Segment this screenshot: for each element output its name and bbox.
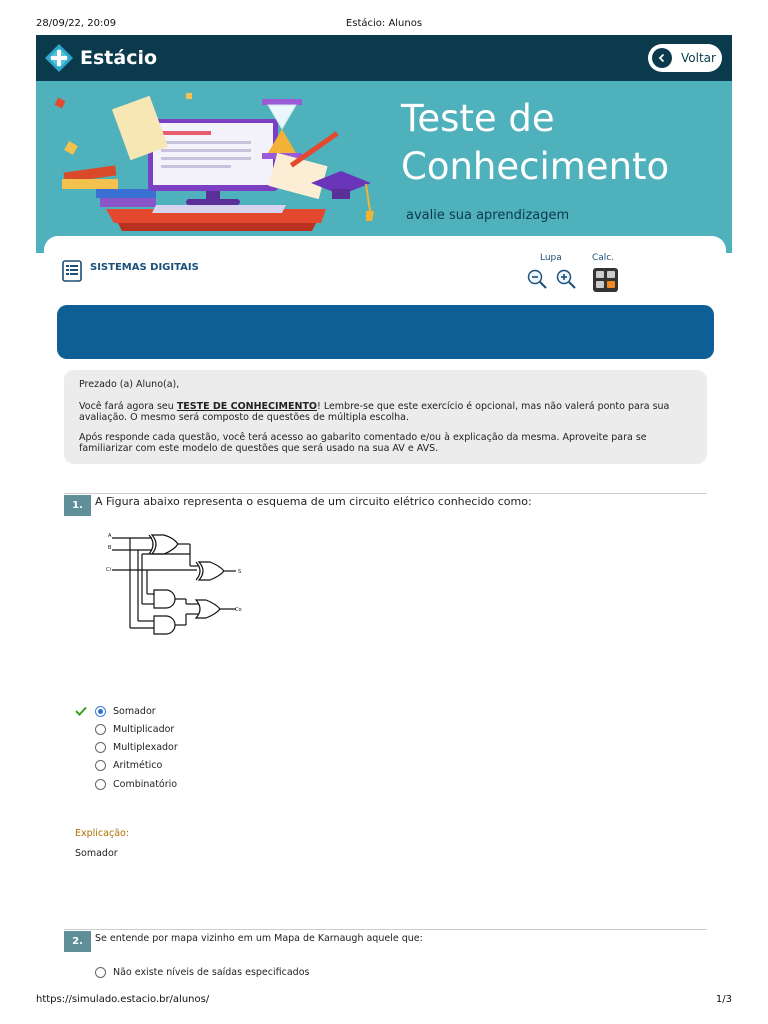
radio-button[interactable] <box>95 967 106 978</box>
question-number: 2. <box>64 931 91 952</box>
back-button[interactable] <box>648 44 722 72</box>
option-label: Combinatório <box>113 779 178 790</box>
radio-button[interactable] <box>95 779 106 790</box>
estacio-logo[interactable] <box>44 43 157 73</box>
answer-option[interactable] <box>95 706 156 717</box>
input-ci-label: Ci <box>106 567 111 573</box>
zoom-label: Lupa <box>540 253 562 263</box>
print-page-number: 1/3 <box>715 994 732 1005</box>
output-co-label: Co <box>235 607 242 613</box>
zoom-in-icon[interactable] <box>556 269 576 289</box>
document-list-icon <box>62 260 82 282</box>
print-datetime: 28/09/22, 20:09 <box>36 18 117 29</box>
radio-button[interactable] <box>95 760 106 771</box>
banner-subtitle: avalie sua aprendizagem <box>406 208 570 223</box>
print-page-title: Estácio: Alunos <box>345 18 423 29</box>
banner-title <box>401 95 669 191</box>
notice-paragraph-2: Após responde cada questão, você terá acesso ao gabarito comentado e/ou à explicação da mesma. Aproveite para se familiarizar com este modelo de questões que será usado na sua AV e AVS. <box>79 432 647 454</box>
answer-option[interactable] <box>95 779 177 790</box>
answer-option[interactable] <box>95 742 178 753</box>
print-header <box>0 0 768 36</box>
notice-emphasis: TESTE DE CONHECIMENTO <box>176 401 317 412</box>
input-b-label: B <box>108 545 112 551</box>
calculator-label: Calc. <box>592 253 615 263</box>
banner-title-line2: Conhecimento <box>401 145 670 188</box>
option-label: Não existe níveis de saídas especificados <box>113 967 310 978</box>
banner-title-line1: Teste de <box>401 97 555 140</box>
correct-check-icon <box>75 706 87 716</box>
radio-button[interactable] <box>95 724 106 735</box>
notice-paragraph-1: Você fará agora seu TESTE DE CONHECIMENTO! Lembre-se que este exercício é opcional, mas não valerá ponto para sua avaliação. O mesmo será composto de questões de múltipla escolha. <box>79 401 670 423</box>
course-header <box>62 260 199 282</box>
option-label: Multiplexador <box>113 742 178 753</box>
explanation-text: Somador <box>75 848 118 859</box>
print-url: https://simulado.estacio.br/alunos/ <box>36 994 210 1005</box>
question-divider <box>64 929 707 930</box>
question-nav-bar <box>57 305 714 359</box>
radio-button[interactable] <box>95 742 106 753</box>
top-navbar <box>36 35 732 81</box>
chevron-left-icon <box>652 48 672 68</box>
question-divider <box>64 493 707 494</box>
explanation-label: Explicação: <box>75 828 130 839</box>
back-button-label: Voltar <box>681 51 716 65</box>
question-text: Se entende por mapa vizinho em um Mapa de Karnaugh aquele que: <box>95 933 423 944</box>
radio-button[interactable] <box>95 706 106 717</box>
answer-option[interactable] <box>95 724 174 735</box>
output-s-label: S <box>238 569 242 575</box>
logo-text: Estácio <box>80 47 158 69</box>
instructions-box <box>64 370 707 464</box>
answer-option[interactable] <box>95 967 309 978</box>
question-number: 1. <box>64 495 91 516</box>
option-label: Somador <box>113 706 156 717</box>
hero-banner <box>36 81 732 253</box>
zoom-out-icon[interactable] <box>527 269 547 289</box>
input-a-label: A <box>108 533 112 539</box>
question-text: A Figura abaixo representa o esquema de um circuito elétrico conhecido como: <box>95 495 532 508</box>
option-label: Aritmético <box>113 760 163 771</box>
estacio-logo-icon <box>44 43 74 73</box>
answer-option[interactable] <box>95 760 162 771</box>
calculator-icon[interactable] <box>593 268 618 292</box>
option-label: Multiplicador <box>113 724 175 735</box>
notice-greeting: Prezado (a) Aluno(a), <box>79 379 180 390</box>
course-name: SISTEMAS DIGITAIS <box>90 262 199 273</box>
study-illustration <box>36 81 386 253</box>
full-adder-circuit-diagram <box>102 528 252 638</box>
